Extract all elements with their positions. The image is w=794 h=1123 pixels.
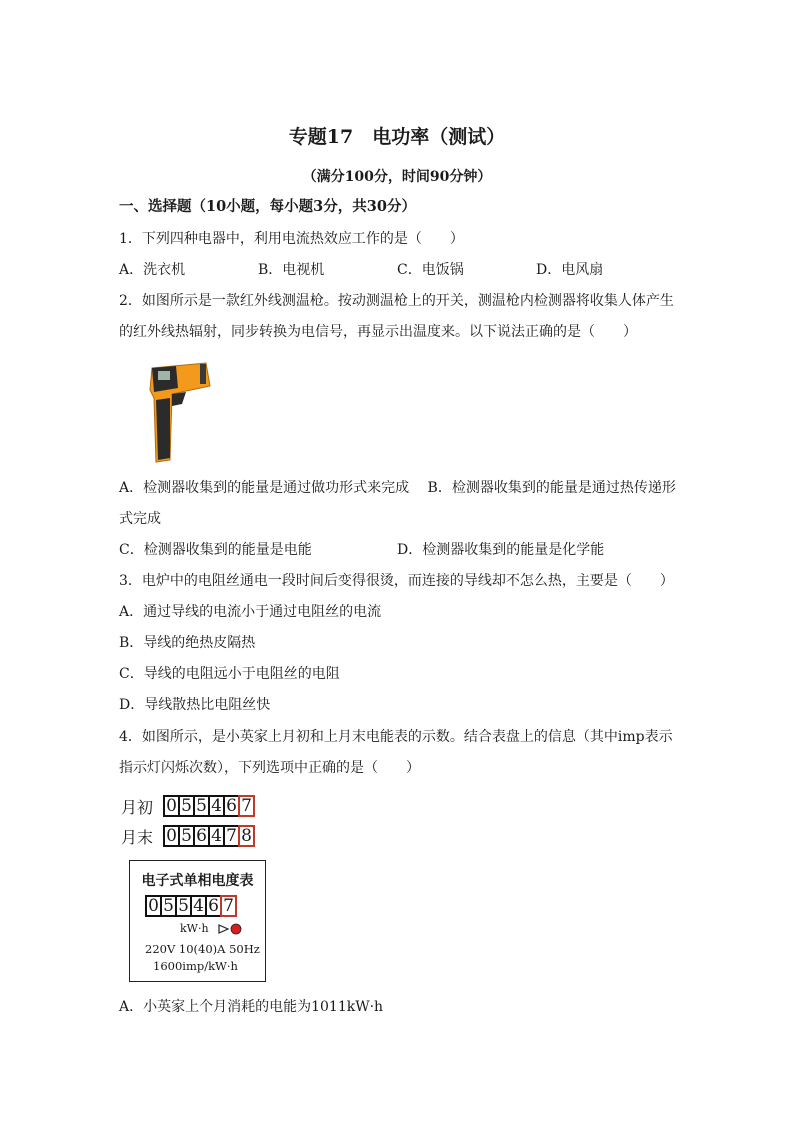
page-subtitle: （满分100分，时间90分钟） (302, 169, 492, 185)
meter-digit: 7 (238, 795, 255, 817)
play-indicator-icon (218, 924, 230, 934)
meter-panel-digits (147, 895, 237, 917)
meter-digit: 4 (208, 825, 225, 847)
q2-option-ab-line1: A．检测器收集到的能量是通过做功形式来完成 B．检测器收集到的能量是通过热传递形 (119, 480, 676, 496)
q1-option-b: B．电视机 (258, 262, 325, 278)
meter-end-label: 月末 (121, 828, 154, 847)
meter-digit: 5 (175, 895, 192, 917)
q1-option-d: D．电风扇 (536, 262, 604, 278)
meter-panel-title: 电子式单相电度表 (141, 873, 254, 889)
q3-option-c: C．导线的电阻远小于电阻丝的电阻 (119, 666, 340, 682)
meter-digit: 7 (220, 895, 237, 917)
q2-stem-line2: 的红外线热辐射，同步转换为电信号，再显示出温度来。以下说法正确的是（ ） (119, 324, 637, 340)
q4-option-a: A．小英家上个月消耗的电能为1011kW·h (119, 999, 384, 1015)
meter-digit: 7 (223, 825, 240, 847)
q2-option-d: D．检测器收集到的能量是化学能 (397, 542, 605, 558)
q1-option-c: C．电饭锅 (397, 262, 464, 278)
q1-stem: 1．下列四种电器中，利用电流热效应工作的是（ ） (119, 231, 464, 247)
meter-digit: 0 (163, 825, 180, 847)
meter-end-digits (165, 825, 255, 847)
meter-digit: 6 (205, 895, 222, 917)
q3-stem: 3．电炉中的电阻丝通电一段时间后变得很烫，而连接的导线却不怎么热，主要是（ ） (119, 573, 674, 589)
meter-digit: 0 (163, 795, 180, 817)
meter-start-label: 月初 (121, 798, 154, 817)
meter-digit: 4 (208, 795, 225, 817)
meter-digit: 6 (193, 825, 210, 847)
infrared-thermometer-image (146, 360, 212, 464)
q2-stem-line1: 2．如图所示是一款红外线测温枪。按动测温枪上的开关，测温枪内检测器将收集人体产生 (119, 293, 674, 309)
meter-digit: 5 (178, 825, 195, 847)
q1-option-a: A．洗衣机 (119, 262, 186, 278)
meter-panel-spec-imp: 1600imp/kW·h (153, 959, 238, 973)
section-heading: 一、选择题（10小题，每小题3分，共30分） (119, 198, 416, 215)
meter-panel-spec-voltage: 220V 10(40)A 50Hz (145, 942, 260, 956)
meter-digit: 8 (238, 825, 255, 847)
meter-digit: 0 (145, 895, 162, 917)
q3-option-a: A．通过导线的电流小于通过电阻丝的电流 (119, 604, 382, 620)
meter-digit: 4 (190, 895, 207, 917)
q3-option-b: B．导线的绝热皮隔热 (119, 635, 256, 651)
q4-stem-line2: 指示灯闪烁次数），下列选项中正确的是（ ） (119, 760, 420, 776)
q2-option-c: C．检测器收集到的能量是电能 (119, 542, 312, 558)
q4-stem-line1: 4．如图所示，是小英家上月初和上月末电能表的示数。结合表盘上的信息（其中imp表示 (119, 729, 673, 745)
meter-panel-unit: kW·h (180, 922, 209, 935)
meter-digit: 5 (178, 795, 195, 817)
meter-digit: 6 (223, 795, 240, 817)
meter-digit: 5 (193, 795, 210, 817)
q2-option-ab-line2: 式完成 (119, 511, 161, 527)
electric-meter-panel (129, 860, 266, 982)
q3-option-d: D．导线散热比电阻丝快 (119, 697, 271, 713)
meter-start-digits (165, 795, 255, 817)
indicator-light-icon (230, 923, 242, 935)
page-title: 专题17 电功率（测试） (288, 126, 506, 148)
meter-digit: 5 (160, 895, 177, 917)
